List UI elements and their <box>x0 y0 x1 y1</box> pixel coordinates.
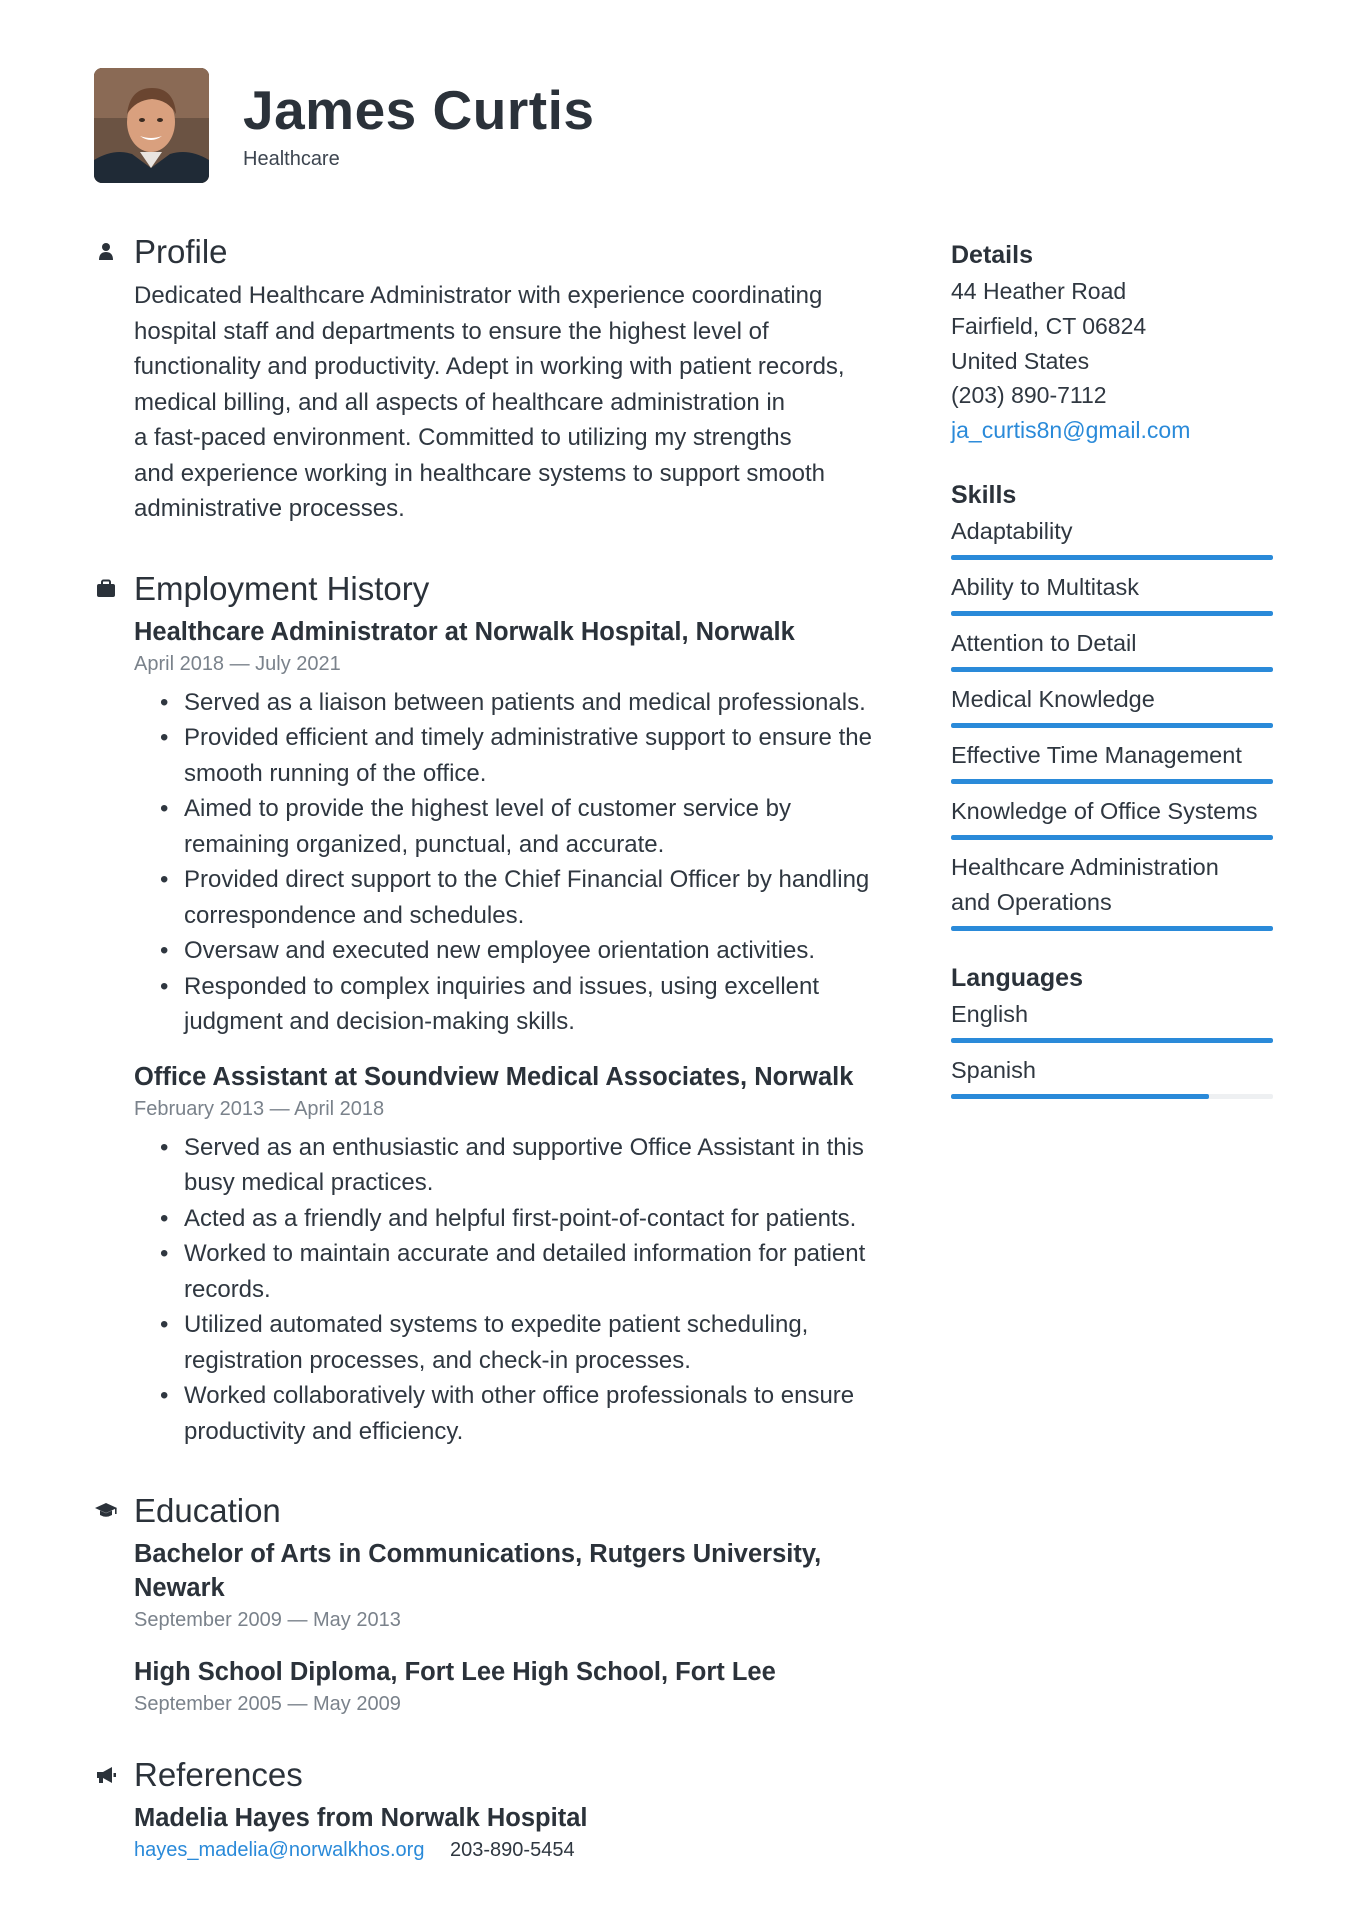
language-item <box>951 1053 1276 1099</box>
profile-section <box>94 230 904 527</box>
main-column <box>94 230 904 1865</box>
list-item: • Served as a liaison between patients and medical professionals. <box>184 685 904 721</box>
skill-bar <box>951 835 1273 840</box>
list-item: • Worked to maintain accurate and detailed information for patient records. <box>184 1236 904 1307</box>
profile-section-header <box>134 230 904 274</box>
job-dates: February 2013 — April 2018 <box>134 1097 385 1120</box>
skill-item <box>951 682 1276 728</box>
skills-section <box>951 478 1276 931</box>
details-title: Details <box>951 241 1033 269</box>
skill-item <box>951 570 1276 616</box>
profile-summary <box>134 278 894 527</box>
reference-contact <box>134 1835 904 1865</box>
job-title: Healthcare Administrator at Norwalk Hospital, Norwalk <box>134 617 795 646</box>
references-section <box>94 1753 904 1865</box>
list-item: • Served as an enthusiastic and supportive Office Assistant in this busy medical practices. <box>184 1130 904 1201</box>
language-bar <box>951 1094 1273 1099</box>
skill-item <box>951 738 1276 784</box>
skill-bar <box>951 723 1273 728</box>
person-icon <box>94 240 118 264</box>
skill-bar-fill <box>951 779 1273 784</box>
skill-bar <box>951 926 1273 931</box>
skill-bar-fill <box>951 555 1273 560</box>
address-line: 44 Heather Road <box>951 278 1127 304</box>
language-item <box>951 997 1276 1043</box>
skill-item <box>951 514 1276 560</box>
job-title: Office Assistant at Soundview Medical Associates, Norwalk <box>134 1062 854 1091</box>
education-dates: September 2005 — May 2009 <box>134 1693 401 1715</box>
phone-line: (203) 890-7112 <box>951 382 1107 409</box>
education-entry <box>134 1655 904 1719</box>
education-entry <box>134 1537 904 1635</box>
section-title: Education <box>134 1492 281 1529</box>
language-bar <box>951 1038 1273 1043</box>
skills-list <box>951 514 1276 931</box>
reference-phone: 203-890-5454 <box>450 1839 575 1861</box>
city-line: Fairfield, CT 06824 <box>951 312 1147 339</box>
list-item: • Provided direct support to the Chief Financial Officer by handling correspondence and schedules. <box>184 862 904 933</box>
list-item: • Provided efficient and timely administrative support to ensure the smooth running of the office. <box>184 720 904 791</box>
summary-line: administrative processes. <box>134 495 405 522</box>
candidate-subtitle: Healthcare <box>243 148 340 170</box>
list-item: • Oversaw and executed new employee orientation activities. <box>184 933 904 969</box>
language-name: Spanish <box>951 1056 1036 1083</box>
summary-line: medical billing, and all aspects of healthcare administration in <box>134 388 786 416</box>
skill-name: Effective Time Management <box>951 741 1242 768</box>
skill-bar-fill <box>951 611 1273 616</box>
skill-item <box>951 626 1276 672</box>
job-entry <box>134 615 904 1040</box>
summary-line: a fast-paced environment. Committed to utilizing my strengths <box>134 424 792 451</box>
summary-line: functionality and productivity. Adept in working with patient records, <box>134 353 845 380</box>
list-item: • Worked collaboratively with other office professionals to ensure productivity and efficiency. <box>184 1378 904 1449</box>
country-line: United States <box>951 347 1090 374</box>
skill-bar <box>951 779 1273 784</box>
skill-name: Attention to Detail <box>951 629 1137 656</box>
skill-name: Medical Knowledge <box>951 685 1155 712</box>
summary-line: and experience working in healthcare systems to support smooth <box>134 459 826 487</box>
section-title: Profile <box>134 233 228 270</box>
profile-photo <box>94 68 209 183</box>
graduation-cap-icon <box>94 1499 118 1523</box>
education-dates: September 2009 — May 2013 <box>134 1609 401 1631</box>
details-section <box>951 238 1276 448</box>
education-section <box>94 1489 904 1719</box>
degree-title: Bachelor of Arts in Communications, Rutgers University, Newark <box>134 1540 822 1602</box>
degree-title: High School Diploma, Fort Lee High School, Fort Lee <box>134 1658 776 1686</box>
email-link[interactable]: ja_curtis8n@gmail.com <box>951 417 1191 444</box>
skill-bar-fill <box>951 667 1273 672</box>
job-bullets <box>134 685 904 1040</box>
skill-bar <box>951 555 1273 560</box>
references-section-header <box>134 1753 904 1797</box>
language-bar-fill <box>951 1094 1209 1099</box>
list-item: • Responded to complex inquiries and issues, using excellent judgment and decision-making skills. <box>184 969 904 1040</box>
reference-entry <box>134 1801 904 1865</box>
skill-bar-fill <box>951 835 1273 840</box>
languages-section <box>951 961 1276 1099</box>
skill-name: Knowledge of Office Systems <box>951 797 1258 824</box>
skill-name: Healthcare Administration <box>951 853 1219 880</box>
skill-bar-fill <box>951 926 1273 931</box>
reference-name: Madelia Hayes from Norwalk Hospital <box>134 1804 588 1832</box>
section-title: Employment History <box>134 569 430 607</box>
language-name: English <box>951 1000 1029 1027</box>
skills-title: Skills <box>951 480 1017 509</box>
summary-line: hospital staff and departments to ensure the highest level of <box>134 317 769 345</box>
job-bullets <box>134 1130 904 1450</box>
sidebar <box>951 238 1276 1109</box>
employment-section <box>94 567 904 1450</box>
education-section-header <box>134 1489 904 1533</box>
summary-line: Dedicated Healthcare Administrator with experience coordinating <box>134 282 823 309</box>
skill-item <box>951 850 1276 931</box>
megaphone-icon <box>94 1763 118 1787</box>
skill-bar-fill <box>951 723 1273 728</box>
section-title: References <box>134 1756 303 1793</box>
skill-bar <box>951 667 1273 672</box>
job-dates: April 2018 — July 2021 <box>134 652 341 675</box>
candidate-name: James Curtis <box>243 79 595 141</box>
language-bar-fill <box>951 1038 1273 1043</box>
employment-section-header <box>134 567 904 611</box>
skill-item <box>951 794 1276 840</box>
list-item: • Utilized automated systems to expedite patient scheduling, registration processes, and check-in processes. <box>184 1307 904 1378</box>
briefcase-icon <box>94 577 118 601</box>
list-item: • Aimed to provide the highest level of customer service by remaining organized, punctual, and accurate. <box>184 791 904 862</box>
skill-name: and Operations <box>951 888 1112 915</box>
languages-title: Languages <box>951 963 1083 992</box>
job-entry <box>134 1060 904 1450</box>
skill-bar <box>951 611 1273 616</box>
list-item: • Acted as a friendly and helpful first-point-of-contact for patients. <box>184 1201 904 1237</box>
reference-email-link[interactable]: hayes_madelia@norwalkhos.org <box>134 1839 425 1861</box>
skill-name: Ability to Multitask <box>951 573 1140 600</box>
skill-name: Adaptability <box>951 517 1073 544</box>
